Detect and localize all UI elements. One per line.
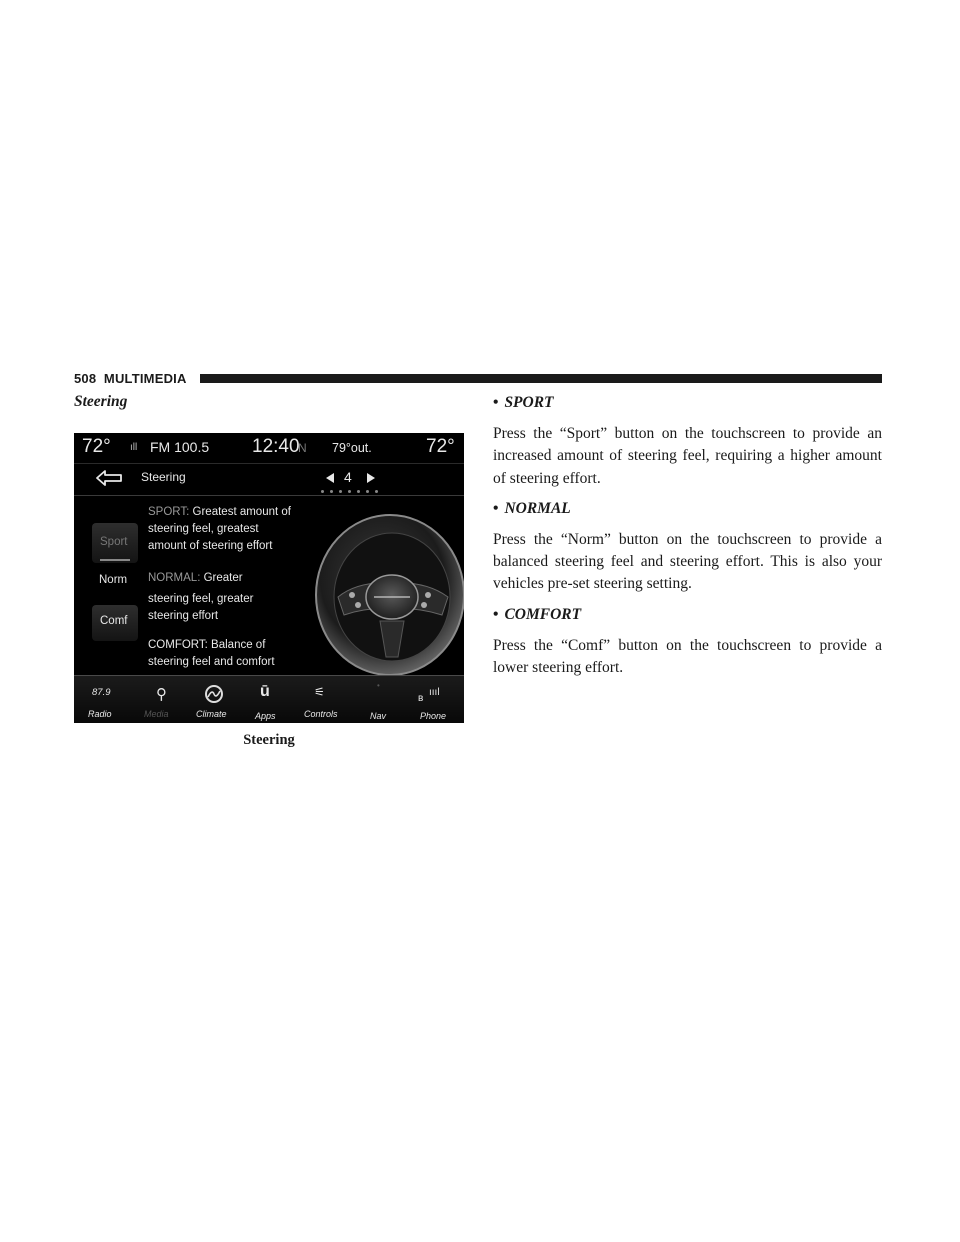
apps-icon: ū [260, 683, 270, 700]
comf-button-label: Comf [100, 615, 128, 627]
sport-description-line [148, 506, 291, 518]
normal-line-1: Greater [203, 572, 243, 584]
sport-label: SPORT: [148, 506, 190, 518]
comfort-label: COMFORT: [148, 639, 208, 651]
comfort-paragraph: Press the “Comf” button on the touchscreen to provide a lower steering effort. [493, 636, 882, 677]
sport-line-2: steering feel, greatest [148, 523, 259, 535]
page-dot [348, 490, 351, 493]
status-divider [74, 463, 464, 464]
compass-heading: N [298, 441, 307, 455]
page-header-label [74, 371, 187, 386]
section-title: MULTIMEDIA [103, 371, 187, 386]
normal-heading: NORMAL [504, 499, 571, 517]
apps-menu-item[interactable]: Apps [255, 711, 276, 721]
figure-caption: Steering [243, 732, 295, 748]
climate-icon [202, 685, 226, 703]
page-number: 508 [74, 371, 97, 386]
screen-title: Steering [141, 470, 186, 484]
media-menu-item[interactable]: Media [144, 709, 169, 719]
nav-icon: • [377, 681, 380, 690]
nav-menu-item[interactable]: Nav [370, 711, 387, 721]
bullet-icon: • [493, 605, 499, 623]
sport-bullet [493, 392, 882, 414]
comfort-line-2: steering feel and comfort [148, 656, 275, 668]
controls-menu-item[interactable]: Controls [304, 709, 338, 719]
sport-line-1: Greatest amount of [192, 506, 291, 518]
bullet-icon: • [493, 394, 499, 411]
climate-menu-item[interactable]: Climate [196, 709, 227, 719]
section-heading: Steering [74, 393, 128, 410]
outside-temperature: 79°out. [332, 441, 372, 455]
normal-description-line [148, 572, 243, 584]
page-dot [366, 490, 369, 493]
next-page-icon[interactable] [366, 472, 376, 484]
norm-button-label: Norm [99, 574, 128, 586]
sport-paragraph: Press the “Sport” button on the touchscreen to provide an increased amount of steering feel, requiring a higher amount of steering effort. [493, 425, 882, 487]
normal-bullet [493, 498, 882, 520]
left-temperature: 72° [82, 436, 111, 457]
body-column [493, 392, 882, 687]
sport-selected-indicator [100, 559, 130, 561]
sport-button[interactable] [92, 523, 138, 563]
page-dot [375, 490, 378, 493]
norm-button[interactable] [92, 566, 138, 606]
sport-heading: SPORT [504, 394, 554, 411]
radio-menu-item[interactable]: Radio [88, 709, 112, 719]
nav-divider [74, 495, 464, 496]
normal-paragraph: Press the “Norm” button on the touchscreen to provide a balanced steering feel and steering effort. This is also your vehicles pre-set steering setting. [493, 531, 882, 593]
phone-menu-item[interactable]: Phone [420, 711, 447, 721]
page-dot [357, 490, 360, 493]
comfort-line-1: Balance of [211, 639, 266, 651]
page-indicator: 4 [344, 469, 352, 485]
previous-page-icon[interactable] [325, 472, 335, 484]
phone-signal-icon: ıııl [429, 687, 440, 698]
radio-station: FM 100.5 [150, 439, 210, 455]
page-dot [339, 490, 342, 493]
page-header [74, 371, 882, 387]
page-dot [321, 490, 324, 493]
sport-line-3: amount of steering effort [148, 540, 273, 552]
usb-icon: ⚲ [156, 686, 167, 703]
back-arrow-icon[interactable] [96, 470, 122, 486]
normal-line-3: steering effort [148, 610, 219, 622]
sport-button-label: Sport [100, 536, 128, 548]
page-dot [330, 490, 333, 493]
normal-label: NORMAL: [148, 572, 201, 584]
comf-button[interactable] [92, 605, 138, 641]
right-temperature: 72° [426, 436, 455, 457]
steering-wheel-icon [308, 497, 464, 675]
normal-line-2: steering feel, greater [148, 593, 254, 605]
signal-icon: ıll [130, 442, 138, 453]
controls-icon: ⚟ [314, 685, 325, 699]
clock: 12:40 [252, 436, 300, 457]
comfort-description-line [148, 639, 265, 651]
bullet-icon: • [493, 499, 499, 517]
comfort-heading: COMFORT [504, 605, 582, 623]
header-rule [200, 374, 882, 383]
touchscreen-figure [74, 433, 464, 723]
bluetooth-icon: ʙ [418, 693, 424, 704]
comfort-bullet [493, 604, 882, 626]
radio-frequency: 87.9 [92, 687, 111, 698]
